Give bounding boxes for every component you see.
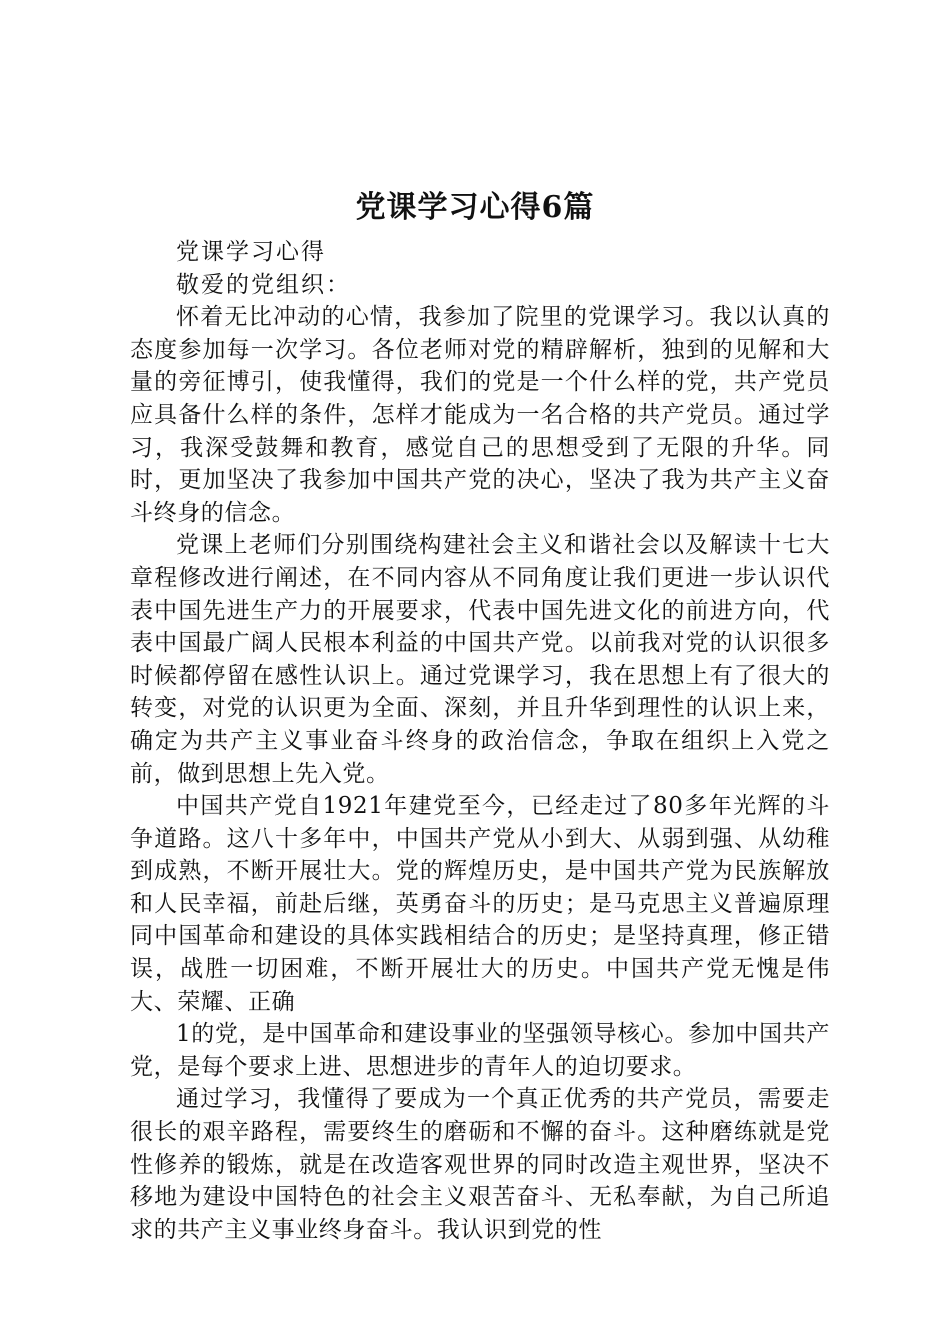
document-title: 党课学习心得6篇 [355, 190, 595, 225]
document-body [130, 236, 830, 1246]
paragraph: 中国共产党自1921年建党至今，已经走过了80多年光辉的斗争道路。这八十多年中，中国共产党从小到大、从弱到强、从幼稚到成熟，不断开展壮大。党的辉煌历史，是中国共产党为民族解放和人民幸福，前赴后继，英勇奋斗的历史；是马克思主义普遍原理同中国革命和建设的具体实践相结合的历史；是坚持真理，修正错误，战胜一切困难，不断开展壮大的历史。中国共产党无愧是伟大、荣耀、正确 [130, 793, 830, 1015]
paragraph-heading: 党课学习心得 [176, 239, 326, 265]
paragraph: 通过学习，我懂得了要成为一个真正优秀的共产党员，需要走很长的艰辛路程，需要终生的磨砺和不懈的奋斗。这种磨练就是党性修养的锻炼，就是在改造客观世界的同时改造主观世界，坚决不移地为建设中国特色的社会主义艰苦奋斗、无私奉献，为自己所追求的共产主义事业终身奋斗。我认识到党的性 [130, 1086, 830, 1243]
paragraph: 1的党，是中国革命和建设事业的坚强领导核心。参加中国共产党，是每个要求上进、思想进步的青年人的迫切要求。 [130, 1021, 830, 1080]
paragraph-salutation: 敬爱的党组织： [176, 271, 351, 298]
paragraph: 怀着无比冲动的心情，我参加了院里的党课学习。我以认真的态度参加每一次学习。各位老师对党的精辟解析，独到的见解和大量的旁征博引，使我懂得，我们的党是一个什么样的党，共产党员应具备什么样的条件，怎样才能成为一名合格的共产党员。通过学习，我深受鼓舞和教育，感觉自己的思想受到了无限的升华。同时，更加坚决了我参加中国共产党的决心，坚决了我为共产主义奋斗终身的信念。 [130, 304, 830, 526]
paragraph: 党课上老师们分别围绕构建社会主义和谐社会以及解读十七大章程修改进行阐述，在不同内容从不同角度让我们更进一步认识代表中国先进生产力的开展要求，代表中国先进文化的前进方向，代表中国最广阔人民根本利益的中国共产党。以前我对党的认识很多时候都停留在感性认识上。通过党课学习，我在思想上有了很大的转变，对党的认识更为全面、深刻，并且升华到理性的认识上来，确定为共产主义事业奋斗终身的政治信念，争取在组织上入党之前，做到思想上先入党。 [130, 532, 830, 787]
